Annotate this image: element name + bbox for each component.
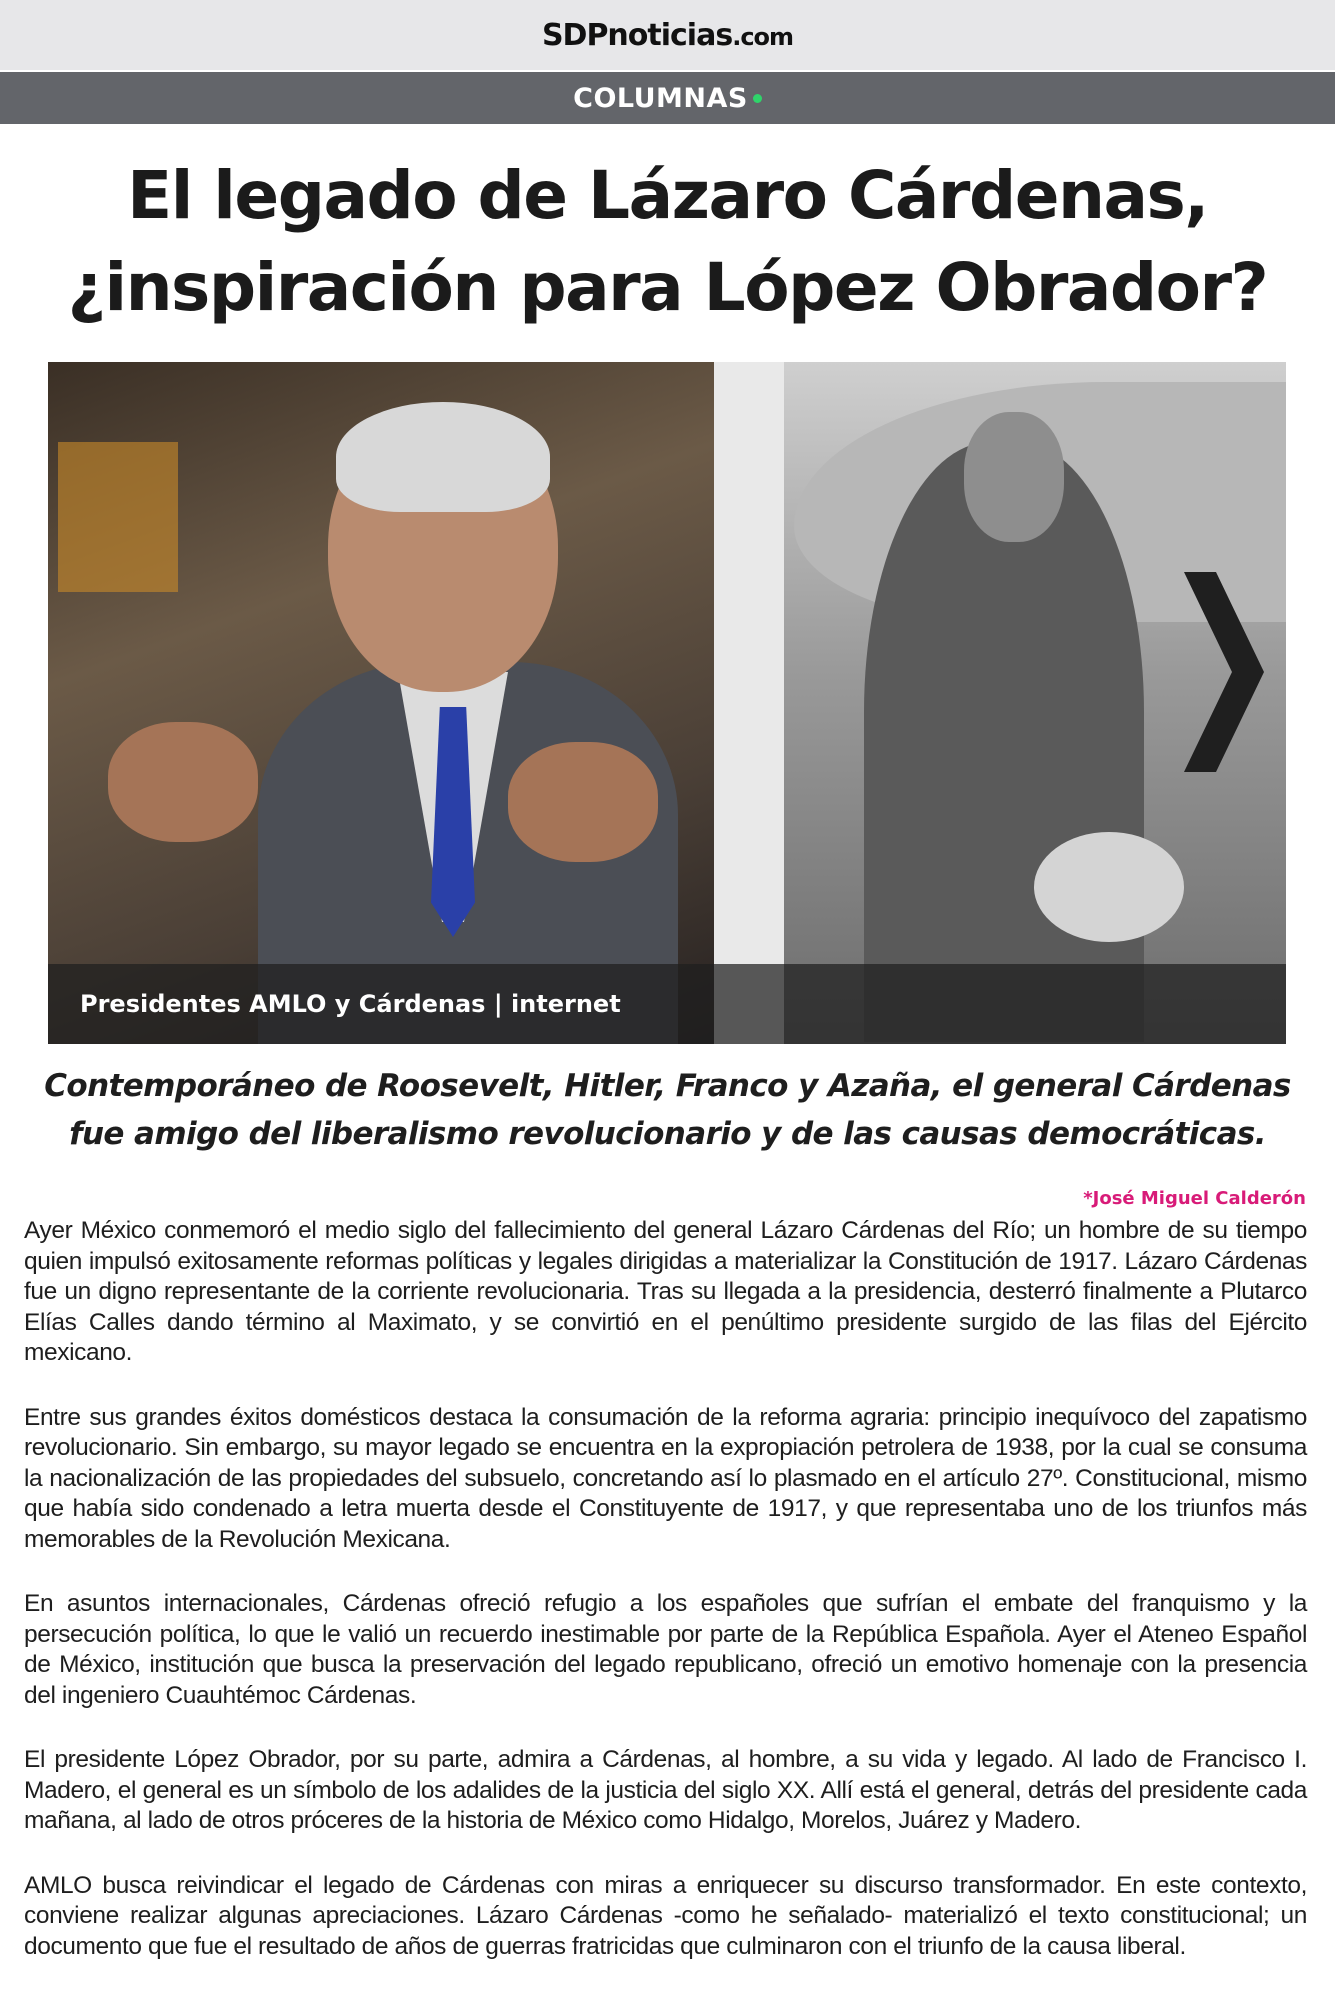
masthead bbox=[0, 0, 1335, 70]
article-photo bbox=[48, 362, 1286, 1044]
logo-suffix: .com bbox=[732, 22, 794, 51]
paragraph-1: Ayer México conmemoró el medio siglo del fallecimiento del general Lázaro Cárdenas del Río; un hombre de su tiempo quien impulsó exitosamente reformas políticas y legales dirigidas a materializar la Constitución de 1917. Lázaro Cárdenas fue un digno representante de la corriente revolucionaria. Tras su llegada a la presidencia, desterró finalmente a Plutarco Elías Calles dando término al Maximato, y se convirtió en el penúltimo presidente surgido de las filas del Ejército mexicano. bbox=[24, 1217, 1307, 1366]
author-byline[interactable]: *José Miguel Calderón bbox=[1083, 1188, 1306, 1209]
photo-amlo bbox=[48, 362, 714, 1044]
photo-caption: Presidentes AMLO y Cárdenas | internet bbox=[80, 990, 621, 1018]
paragraph-4: El presidente López Obrador, por su parte, admira a Cárdenas, al hombre, a su vida y legado. Al lado de Francisco I. Madero, el general es un símbolo de los adalides de la justicia del siglo XX. Allí está el general, detrás del presidente cada mañana, al lado de otros próceres de la historia de México como Hidalgo, Morelos, Juárez y Madero. bbox=[24, 1746, 1307, 1834]
photo-caption-bar bbox=[48, 964, 1286, 1044]
article-title: El legado de Lázaro Cárdenas, ¿inspiración para López Obrador? bbox=[67, 157, 1268, 326]
photo-cardenas bbox=[714, 362, 1286, 1044]
logo-main: SDPnoticias bbox=[541, 17, 733, 53]
section-label[interactable]: COLUMNAS bbox=[573, 82, 748, 114]
paragraph-5: AMLO busca reivindicar el legado de Cárdenas con miras a enriquecer su discurso transformador. En este contexto, conviene realizar algunas apreciaciones. Lázaro Cárdenas -como he señalado- materializó el texto constitucional; un documento que fue el resultado de años de guerras fratricidas que culminaron con el triunfo de la causa liberal. bbox=[24, 1871, 1307, 1960]
article-body bbox=[24, 1216, 1307, 1996]
green-dot-icon bbox=[753, 94, 762, 103]
paragraph-3: En asuntos internacionales, Cárdenas ofreció refugio a los españoles que sufrían el embate del franquismo y la persecución política, lo que le valió un recuerdo inestimable por parte de la República Española. Ayer el Ateneo Español de México, institución que busca la preservación del legado republicano, ofreció un emotivo homenaje con la presencia del ingeniero Cuauhtémoc Cárdenas. bbox=[24, 1590, 1307, 1709]
site-logo[interactable] bbox=[542, 18, 793, 53]
paragraph-2: Entre sus grandes éxitos domésticos destaca la consumación de la reforma agraria: principio inequívoco del zapatismo revolucionario. Sin embargo, su mayor legado se encuentra en la expropiación petrolera de 1938, por la cual se consuma la nacionalización de las propiedades del subsuelo, concretando así lo plasmado en el artículo 27º. Constitucional, mismo que había sido condenado a letra muerta desde el Constituyente de 1917, y que representaba uno de los triunfos más memorables de la Revolución Mexicana. bbox=[24, 1403, 1307, 1553]
section-bar bbox=[0, 72, 1335, 124]
article-deck: Contemporáneo de Roosevelt, Hitler, Franco y Azaña, el general Cárdenas fue amigo del liberalismo revolucionario y de las causas democráticas. bbox=[44, 1068, 1291, 1152]
